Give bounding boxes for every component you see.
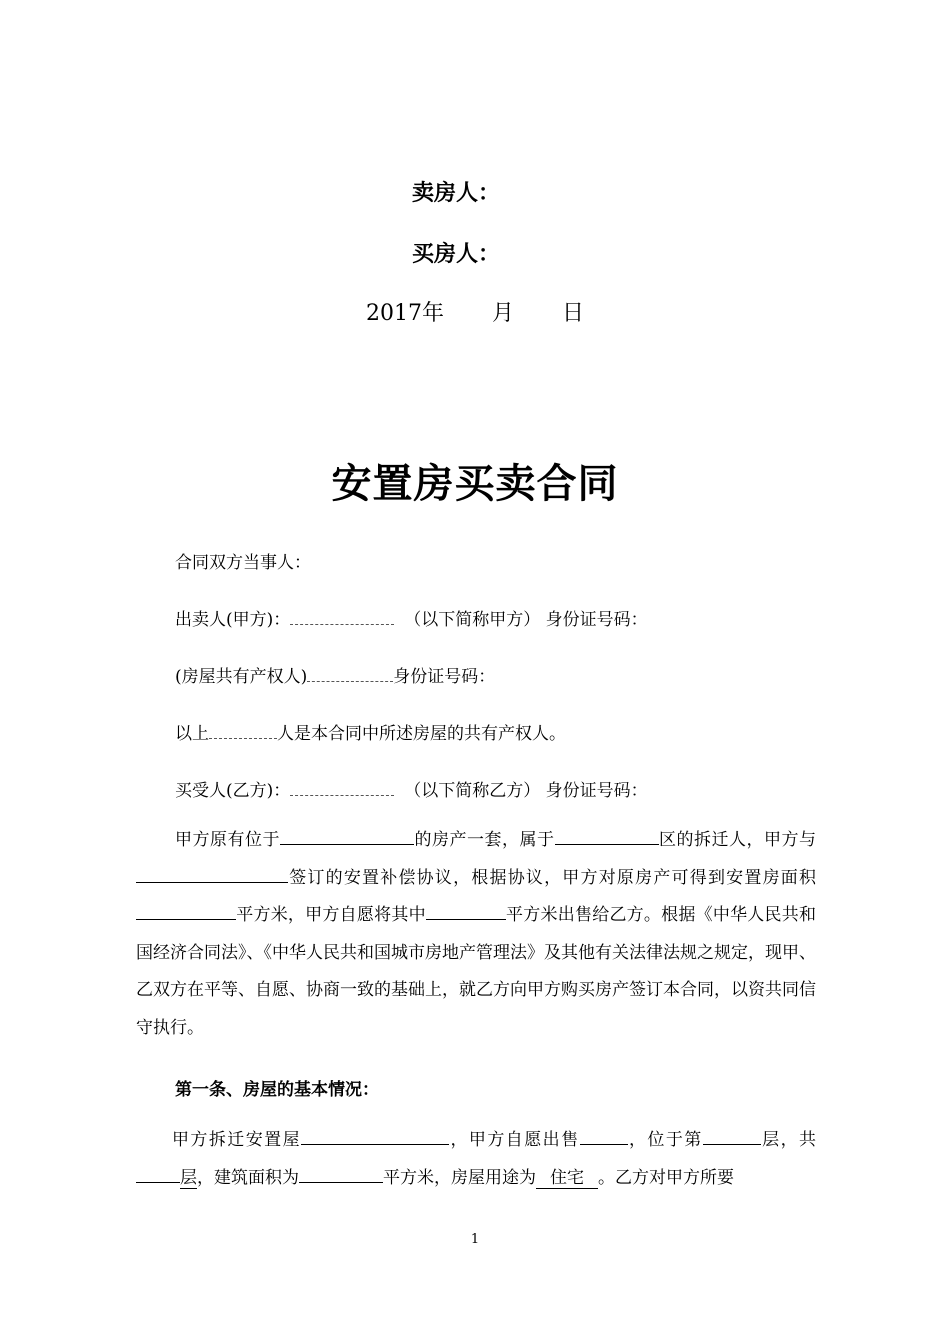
intro-text-6: 平方米出售给乙方。根据《中华人民共和国经济合同法》、《中华人民共和国城市房地产管理法》及其他有关法律法规之规定，现甲、乙双方在平等、自愿、协商一致的基础上，就乙方向甲方购买房产签订本合同，以资共同信守执行。 bbox=[136, 905, 817, 1038]
intro-paragraph bbox=[136, 822, 816, 1047]
buyer-signature-label: 买房人： bbox=[412, 241, 501, 267]
article-1-text-2: ，甲方自愿出售 bbox=[449, 1130, 580, 1150]
seller-prefix: 出卖人(甲方)： bbox=[175, 610, 291, 630]
coowner-statement-line bbox=[175, 719, 566, 744]
district-blank[interactable] bbox=[555, 826, 659, 845]
parties-intro: 合同双方当事人： bbox=[175, 553, 311, 573]
date-month: 月 bbox=[492, 301, 515, 326]
intro-text-3: 区的拆迁人，甲方与 bbox=[658, 830, 816, 850]
sold-area-blank[interactable] bbox=[426, 901, 506, 920]
sold-unit-blank[interactable] bbox=[580, 1126, 628, 1145]
above-prefix: 以上 bbox=[175, 724, 209, 744]
agreement-party-blank[interactable] bbox=[136, 864, 288, 883]
article-1-heading: 第一条、房屋的基本情况： bbox=[175, 1080, 379, 1100]
total-floors-blank[interactable] bbox=[136, 1164, 180, 1183]
intro-text-2: 的房产一套，属于 bbox=[414, 830, 555, 850]
date-year: 2017年 bbox=[366, 301, 444, 326]
buyer-suffix: （以下简称乙方） 身份证号码： bbox=[404, 781, 648, 801]
above-suffix: 人是本合同中所述房屋的共有产权人。 bbox=[277, 724, 566, 744]
article-1-text-7: 平方米，房屋用途为 bbox=[383, 1167, 536, 1188]
original-property-location-blank[interactable] bbox=[280, 826, 414, 845]
resettlement-area-blank[interactable] bbox=[136, 901, 236, 920]
seller-line bbox=[175, 605, 648, 630]
coowner-line bbox=[175, 662, 495, 687]
buyer-line bbox=[175, 776, 648, 801]
seller-suffix: （以下简称甲方） 身份证号码： bbox=[404, 610, 648, 630]
resettlement-house-blank[interactable] bbox=[301, 1126, 449, 1145]
buyer-prefix: 买受人(乙方)： bbox=[175, 781, 291, 801]
coowner-name-blank[interactable] bbox=[307, 665, 393, 682]
article-1-paragraph bbox=[136, 1122, 816, 1197]
intro-text-5: 平方米，甲方自愿将其中 bbox=[236, 905, 426, 925]
page-number: 1 bbox=[470, 1232, 480, 1247]
contract-title: 安置房买卖合同 bbox=[331, 460, 619, 507]
coowner-count-blank[interactable] bbox=[209, 722, 277, 739]
property-usage-value[interactable]: 住宅 bbox=[536, 1168, 598, 1189]
buyer-name-blank[interactable] bbox=[290, 779, 394, 796]
article-1-text-5: 层 bbox=[180, 1167, 197, 1188]
article-1-text-6: ，建筑面积为 bbox=[197, 1167, 299, 1188]
article-1-text-4: 层，共 bbox=[760, 1130, 817, 1150]
coowner-suffix: 身份证号码： bbox=[393, 667, 496, 687]
signing-date bbox=[366, 296, 584, 327]
floor-number-blank[interactable] bbox=[703, 1126, 761, 1145]
building-area-blank[interactable] bbox=[299, 1164, 383, 1183]
article-1-text-1: 甲方拆迁安置屋 bbox=[172, 1130, 302, 1150]
seller-name-blank[interactable] bbox=[290, 608, 394, 625]
date-day: 日 bbox=[562, 301, 585, 326]
intro-text-1: 甲方原有位于 bbox=[175, 830, 280, 850]
intro-text-4: 签订的安置补偿协议，根据协议，甲方对原房产可得到安置房面积 bbox=[288, 867, 816, 888]
seller-signature-label: 卖房人： bbox=[412, 180, 501, 206]
article-1-text-8: 。乙方对甲方所要 bbox=[598, 1167, 734, 1188]
coowner-prefix: (房屋共有产权人) bbox=[175, 667, 308, 687]
article-1-text-3: ，位于第 bbox=[627, 1130, 703, 1150]
